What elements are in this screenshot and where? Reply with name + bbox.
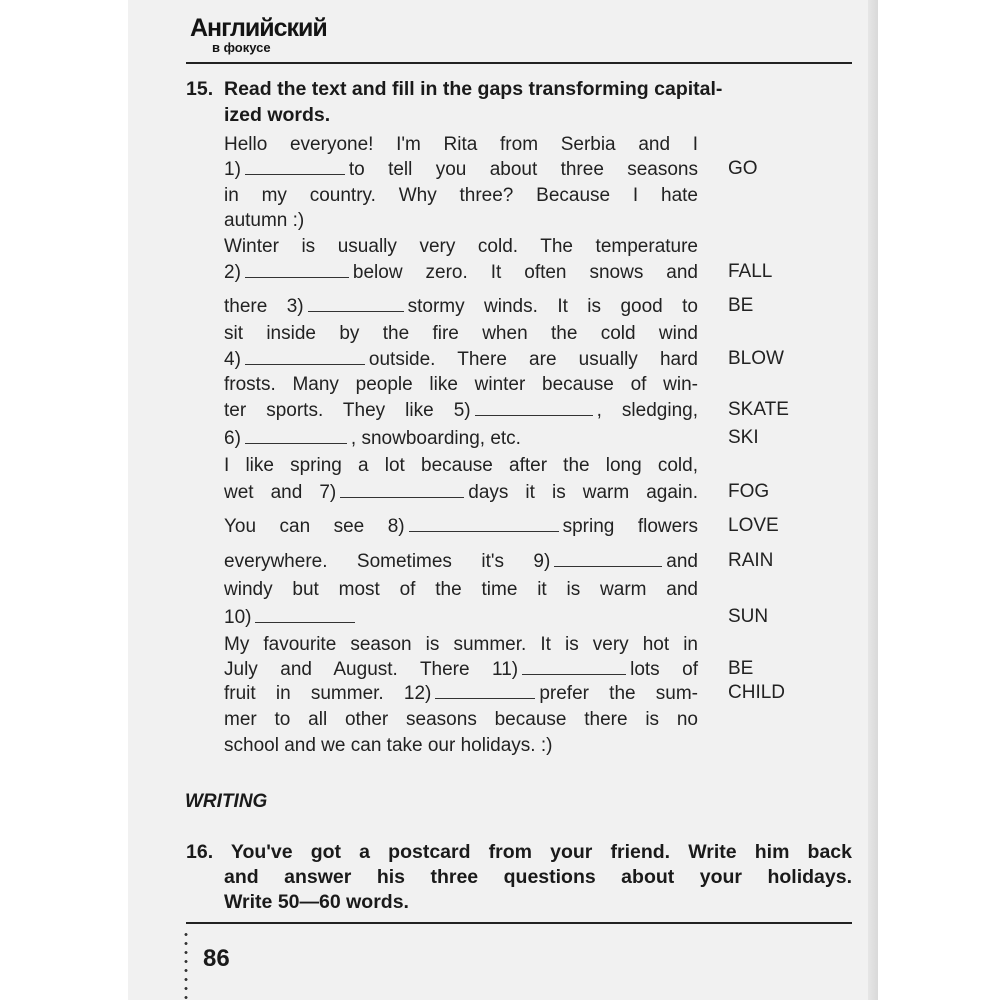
text-line bbox=[224, 323, 698, 345]
text-segment: prefer the sum- bbox=[539, 683, 698, 704]
answer-blank[interactable] bbox=[435, 682, 535, 699]
text-line bbox=[224, 515, 698, 538]
answer-blank[interactable] bbox=[245, 427, 347, 444]
text-segment: Hello everyone! I'm Rita from Serbia and I bbox=[224, 134, 698, 155]
series-logo bbox=[190, 14, 327, 56]
exercise-number: 16. bbox=[186, 841, 214, 863]
text-segment: , snowboarding, etc. bbox=[350, 428, 521, 449]
text-line bbox=[224, 236, 698, 258]
answer-blank[interactable] bbox=[308, 295, 404, 312]
instruction-line: and answer his three questions about your holidays. bbox=[224, 866, 852, 888]
text-segment: wet and 7) bbox=[224, 482, 337, 503]
text-segment: 10) bbox=[224, 607, 252, 628]
text-line bbox=[224, 455, 698, 477]
page-gutter bbox=[868, 0, 878, 1000]
exercise-15-instruction bbox=[186, 76, 841, 128]
text-line bbox=[224, 709, 698, 731]
answer-blank[interactable] bbox=[409, 515, 559, 532]
text-segment: windy but most of the time it is warm and bbox=[224, 579, 698, 600]
text-line bbox=[224, 348, 698, 371]
capitalized-keyword: CHILD bbox=[728, 682, 786, 703]
text-segment: outside. There are usually hard bbox=[368, 349, 698, 370]
capitalized-keyword: RAIN bbox=[728, 550, 774, 571]
text-segment: and bbox=[666, 551, 698, 572]
text-segment: there 3) bbox=[224, 296, 304, 317]
text-segment: in my country. Why three? Because I hate bbox=[224, 185, 698, 206]
text-line bbox=[224, 634, 698, 656]
instruction-line: You've got a postcard from your friend. Write him back bbox=[230, 841, 852, 863]
text-segment: to tell you about three seasons bbox=[348, 159, 698, 180]
answer-blank[interactable] bbox=[245, 348, 365, 365]
text-line bbox=[224, 158, 698, 181]
text-segment: days it is warm again. bbox=[468, 482, 698, 503]
text-segment: fruit in summer. 12) bbox=[224, 683, 432, 704]
answer-blank[interactable] bbox=[554, 550, 662, 567]
text-segment: sit inside by the fire when the cold wind bbox=[224, 323, 698, 344]
text-line bbox=[224, 374, 698, 396]
text-segment: 6) bbox=[224, 428, 241, 449]
header-rule bbox=[186, 62, 852, 64]
instruction-line: Read the text and fill in the gaps transforming capital- bbox=[224, 78, 723, 100]
text-segment: everywhere. Sometimes it's 9) bbox=[224, 551, 551, 572]
exercise-16-instruction bbox=[186, 840, 852, 915]
text-segment: frosts. Many people like winter because of win- bbox=[224, 374, 698, 395]
text-line bbox=[224, 682, 698, 705]
text-segment: July and August. There 11) bbox=[224, 659, 519, 680]
answer-blank[interactable] bbox=[475, 399, 593, 416]
text-segment: My favourite season is summer. It is very hot in bbox=[224, 634, 698, 655]
exercise-number: 15. bbox=[186, 78, 214, 100]
capitalized-keyword: BLOW bbox=[728, 348, 784, 369]
text-segment: spring flowers bbox=[562, 516, 698, 537]
text-line bbox=[224, 134, 698, 156]
text-segment: autumn :) bbox=[224, 210, 305, 231]
answer-blank[interactable] bbox=[245, 261, 349, 278]
bottom-rule bbox=[186, 922, 852, 924]
text-segment: mer to all other seasons because there is no bbox=[224, 709, 698, 730]
capitalized-keyword: FOG bbox=[728, 481, 770, 502]
text-segment: I like spring a lot because after the long cold, bbox=[224, 455, 698, 476]
section-heading: WRITING bbox=[185, 791, 268, 812]
instruction-line: ized words. bbox=[224, 104, 331, 126]
capitalized-keyword: BE bbox=[728, 658, 754, 679]
answer-blank[interactable] bbox=[255, 606, 355, 623]
capitalized-keyword: BE bbox=[728, 295, 754, 316]
capitalized-keyword: SKI bbox=[728, 427, 759, 448]
text-line bbox=[224, 295, 698, 318]
text-line bbox=[224, 185, 698, 207]
logo-title: Английский bbox=[190, 14, 327, 42]
capitalized-keyword: FALL bbox=[728, 261, 773, 282]
text-segment: 1) bbox=[224, 159, 241, 180]
page-number: 86 bbox=[203, 945, 230, 972]
text-line bbox=[224, 579, 698, 601]
text-segment: stormy winds. It is good to bbox=[407, 296, 698, 317]
text-line bbox=[224, 399, 698, 422]
answer-blank[interactable] bbox=[245, 158, 345, 175]
answer-blank[interactable] bbox=[340, 481, 464, 498]
capitalized-keyword: SKATE bbox=[728, 399, 789, 420]
answer-blank[interactable] bbox=[522, 658, 626, 675]
dotted-cut-line bbox=[184, 930, 188, 1000]
text-segment: school and we can take our holidays. :) bbox=[224, 735, 553, 756]
text-line bbox=[224, 735, 552, 757]
text-line bbox=[224, 606, 359, 629]
capitalized-keyword: GO bbox=[728, 158, 758, 179]
text-segment: ter sports. They like 5) bbox=[224, 400, 471, 421]
text-segment: lots of bbox=[630, 659, 698, 680]
text-line bbox=[224, 210, 304, 232]
text-segment: 2) bbox=[224, 262, 241, 283]
text-line bbox=[224, 658, 698, 681]
text-segment: Winter is usually very cold. The temperature bbox=[224, 236, 698, 257]
text-segment: , sledging, bbox=[596, 400, 698, 421]
text-segment: below zero. It often snows and bbox=[352, 262, 698, 283]
text-line bbox=[224, 427, 521, 450]
text-line bbox=[224, 481, 698, 504]
text-segment: 4) bbox=[224, 349, 241, 370]
logo-subtitle: в фокусе bbox=[212, 40, 271, 55]
instruction-line: Write 50—60 words. bbox=[224, 891, 409, 913]
text-line bbox=[224, 550, 698, 573]
text-line bbox=[224, 261, 698, 284]
capitalized-keyword: SUN bbox=[728, 606, 769, 627]
text-segment: You can see 8) bbox=[224, 516, 405, 537]
capitalized-keyword: LOVE bbox=[728, 515, 779, 536]
